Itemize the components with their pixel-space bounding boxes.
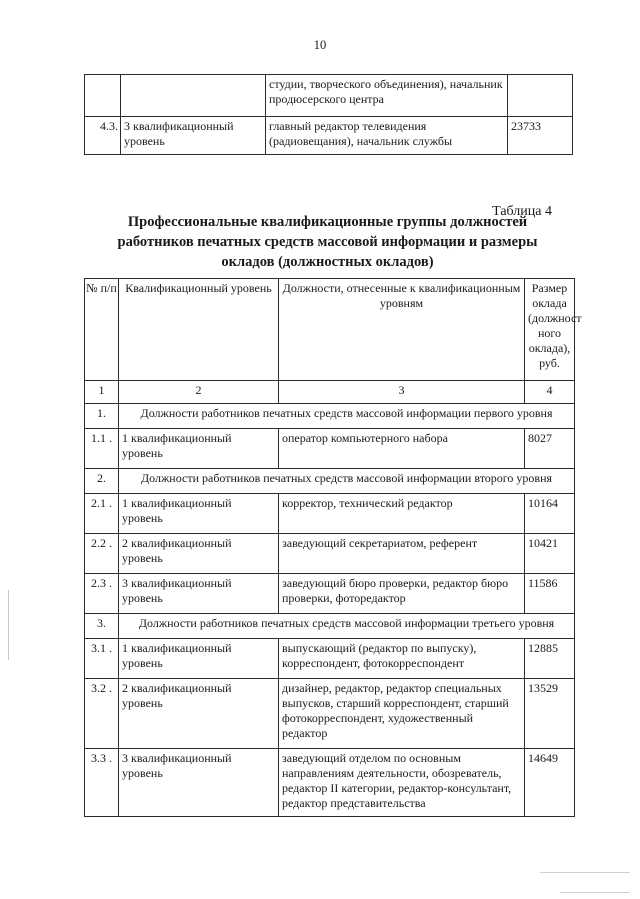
qualification-level: 3 квалификационный уровень — [121, 117, 266, 155]
page-number: 10 — [313, 38, 327, 52]
positions-cell: дизайнер, редактор, редактор специальных выпусков, старший корреспондент, старший фотокорреспондент, художественный редактор — [279, 679, 525, 749]
row-number: 2.2 . — [85, 534, 119, 574]
qualification-level: 1 квалификационный уровень — [119, 639, 279, 679]
column-index-row — [85, 381, 575, 404]
qualification-level — [121, 75, 266, 117]
title-line: работников печатных средств массовой информации и размеры — [117, 234, 538, 250]
qualification-level: 1 квалификационный уровень — [119, 429, 279, 469]
salary-cell — [508, 75, 573, 117]
continued-table — [84, 74, 573, 155]
column-index: 4 — [525, 381, 575, 404]
salary-cell: 23733 — [508, 117, 573, 155]
positions-cell: корректор, технический редактор — [279, 494, 525, 534]
table-title — [90, 212, 565, 272]
positions-cell: выпускающий (редактор по выпуску), корреспондент, фотокорреспондент — [279, 639, 525, 679]
section-title: Должности работников печатных средств массовой информации первого уровня — [119, 404, 575, 429]
header-level: Квалификационный уровень — [119, 279, 279, 381]
row-number: 2.1 . — [85, 494, 119, 534]
positions-cell: главный редактор телевидения (радиовещания), начальник службы — [266, 117, 508, 155]
table-row — [85, 494, 575, 534]
positions-cell: студии, творческого объединения), начальник продюсерского центра — [266, 75, 508, 117]
row-number: 3.1 . — [85, 639, 119, 679]
header-positions: Должности, отнесенные к квалификационным уровням — [279, 279, 525, 381]
table-row — [85, 574, 575, 614]
section-row — [85, 404, 575, 429]
row-number: 4.3. — [85, 117, 121, 155]
scan-margin-line — [8, 590, 9, 660]
table-row — [85, 429, 575, 469]
row-number — [85, 75, 121, 117]
section-number: 3. — [85, 614, 119, 639]
salary-cell: 8027 — [525, 429, 575, 469]
row-number: 1.1 . — [85, 429, 119, 469]
section-row — [85, 469, 575, 494]
column-index: 3 — [279, 381, 525, 404]
section-row — [85, 614, 575, 639]
positions-cell: заведующий отделом по основным направлениям деятельности, обозреватель, редактор II категории, редактор-консультант, редактор представительства — [279, 749, 525, 817]
table-row — [85, 75, 573, 117]
scan-artifact-line — [560, 892, 630, 893]
section-title: Должности работников печатных средств массовой информации третьего уровня — [119, 614, 575, 639]
section-number: 2. — [85, 469, 119, 494]
title-line: окладов (должностных окладов) — [221, 254, 434, 270]
qualification-level: 3 квалификационный уровень — [119, 749, 279, 817]
salary-cell: 12885 — [525, 639, 575, 679]
qualification-level: 3 квалификационный уровень — [119, 574, 279, 614]
positions-cell: оператор компьютерного набора — [279, 429, 525, 469]
column-index: 1 — [85, 381, 119, 404]
section-number: 1. — [85, 404, 119, 429]
salary-cell: 10421 — [525, 534, 575, 574]
qualification-level: 2 квалификационный уровень — [119, 679, 279, 749]
title-line: Профессиональные квалификационные группы должностей — [127, 214, 528, 230]
qualification-level: 2 квалификационный уровень — [119, 534, 279, 574]
qualification-level: 1 квалификационный уровень — [119, 494, 279, 534]
header-salary: Размер оклада (должност ного оклада), руб. — [525, 279, 575, 381]
table-row — [85, 117, 573, 155]
column-index: 2 — [119, 381, 279, 404]
salary-cell: 14649 — [525, 749, 575, 817]
header-row — [85, 279, 575, 381]
table-caption: Таблица 4 — [492, 204, 552, 219]
salary-cell: 11586 — [525, 574, 575, 614]
table-row — [85, 534, 575, 574]
positions-cell: заведующий бюро проверки, редактор бюро проверки, фоторедактор — [279, 574, 525, 614]
row-number: 3.2 . — [85, 679, 119, 749]
table-row — [85, 679, 575, 749]
row-number: 3.3 . — [85, 749, 119, 817]
header-num: № п/п — [85, 279, 119, 381]
section-title: Должности работников печатных средств массовой информации второго уровня — [119, 469, 575, 494]
row-number: 2.3 . — [85, 574, 119, 614]
salary-cell: 10164 — [525, 494, 575, 534]
salary-table — [84, 278, 582, 817]
salary-cell: 13529 — [525, 679, 575, 749]
table-row — [85, 749, 575, 817]
positions-cell: заведующий секретариатом, референт — [279, 534, 525, 574]
scan-artifact-line — [540, 872, 630, 873]
table-row — [85, 639, 575, 679]
